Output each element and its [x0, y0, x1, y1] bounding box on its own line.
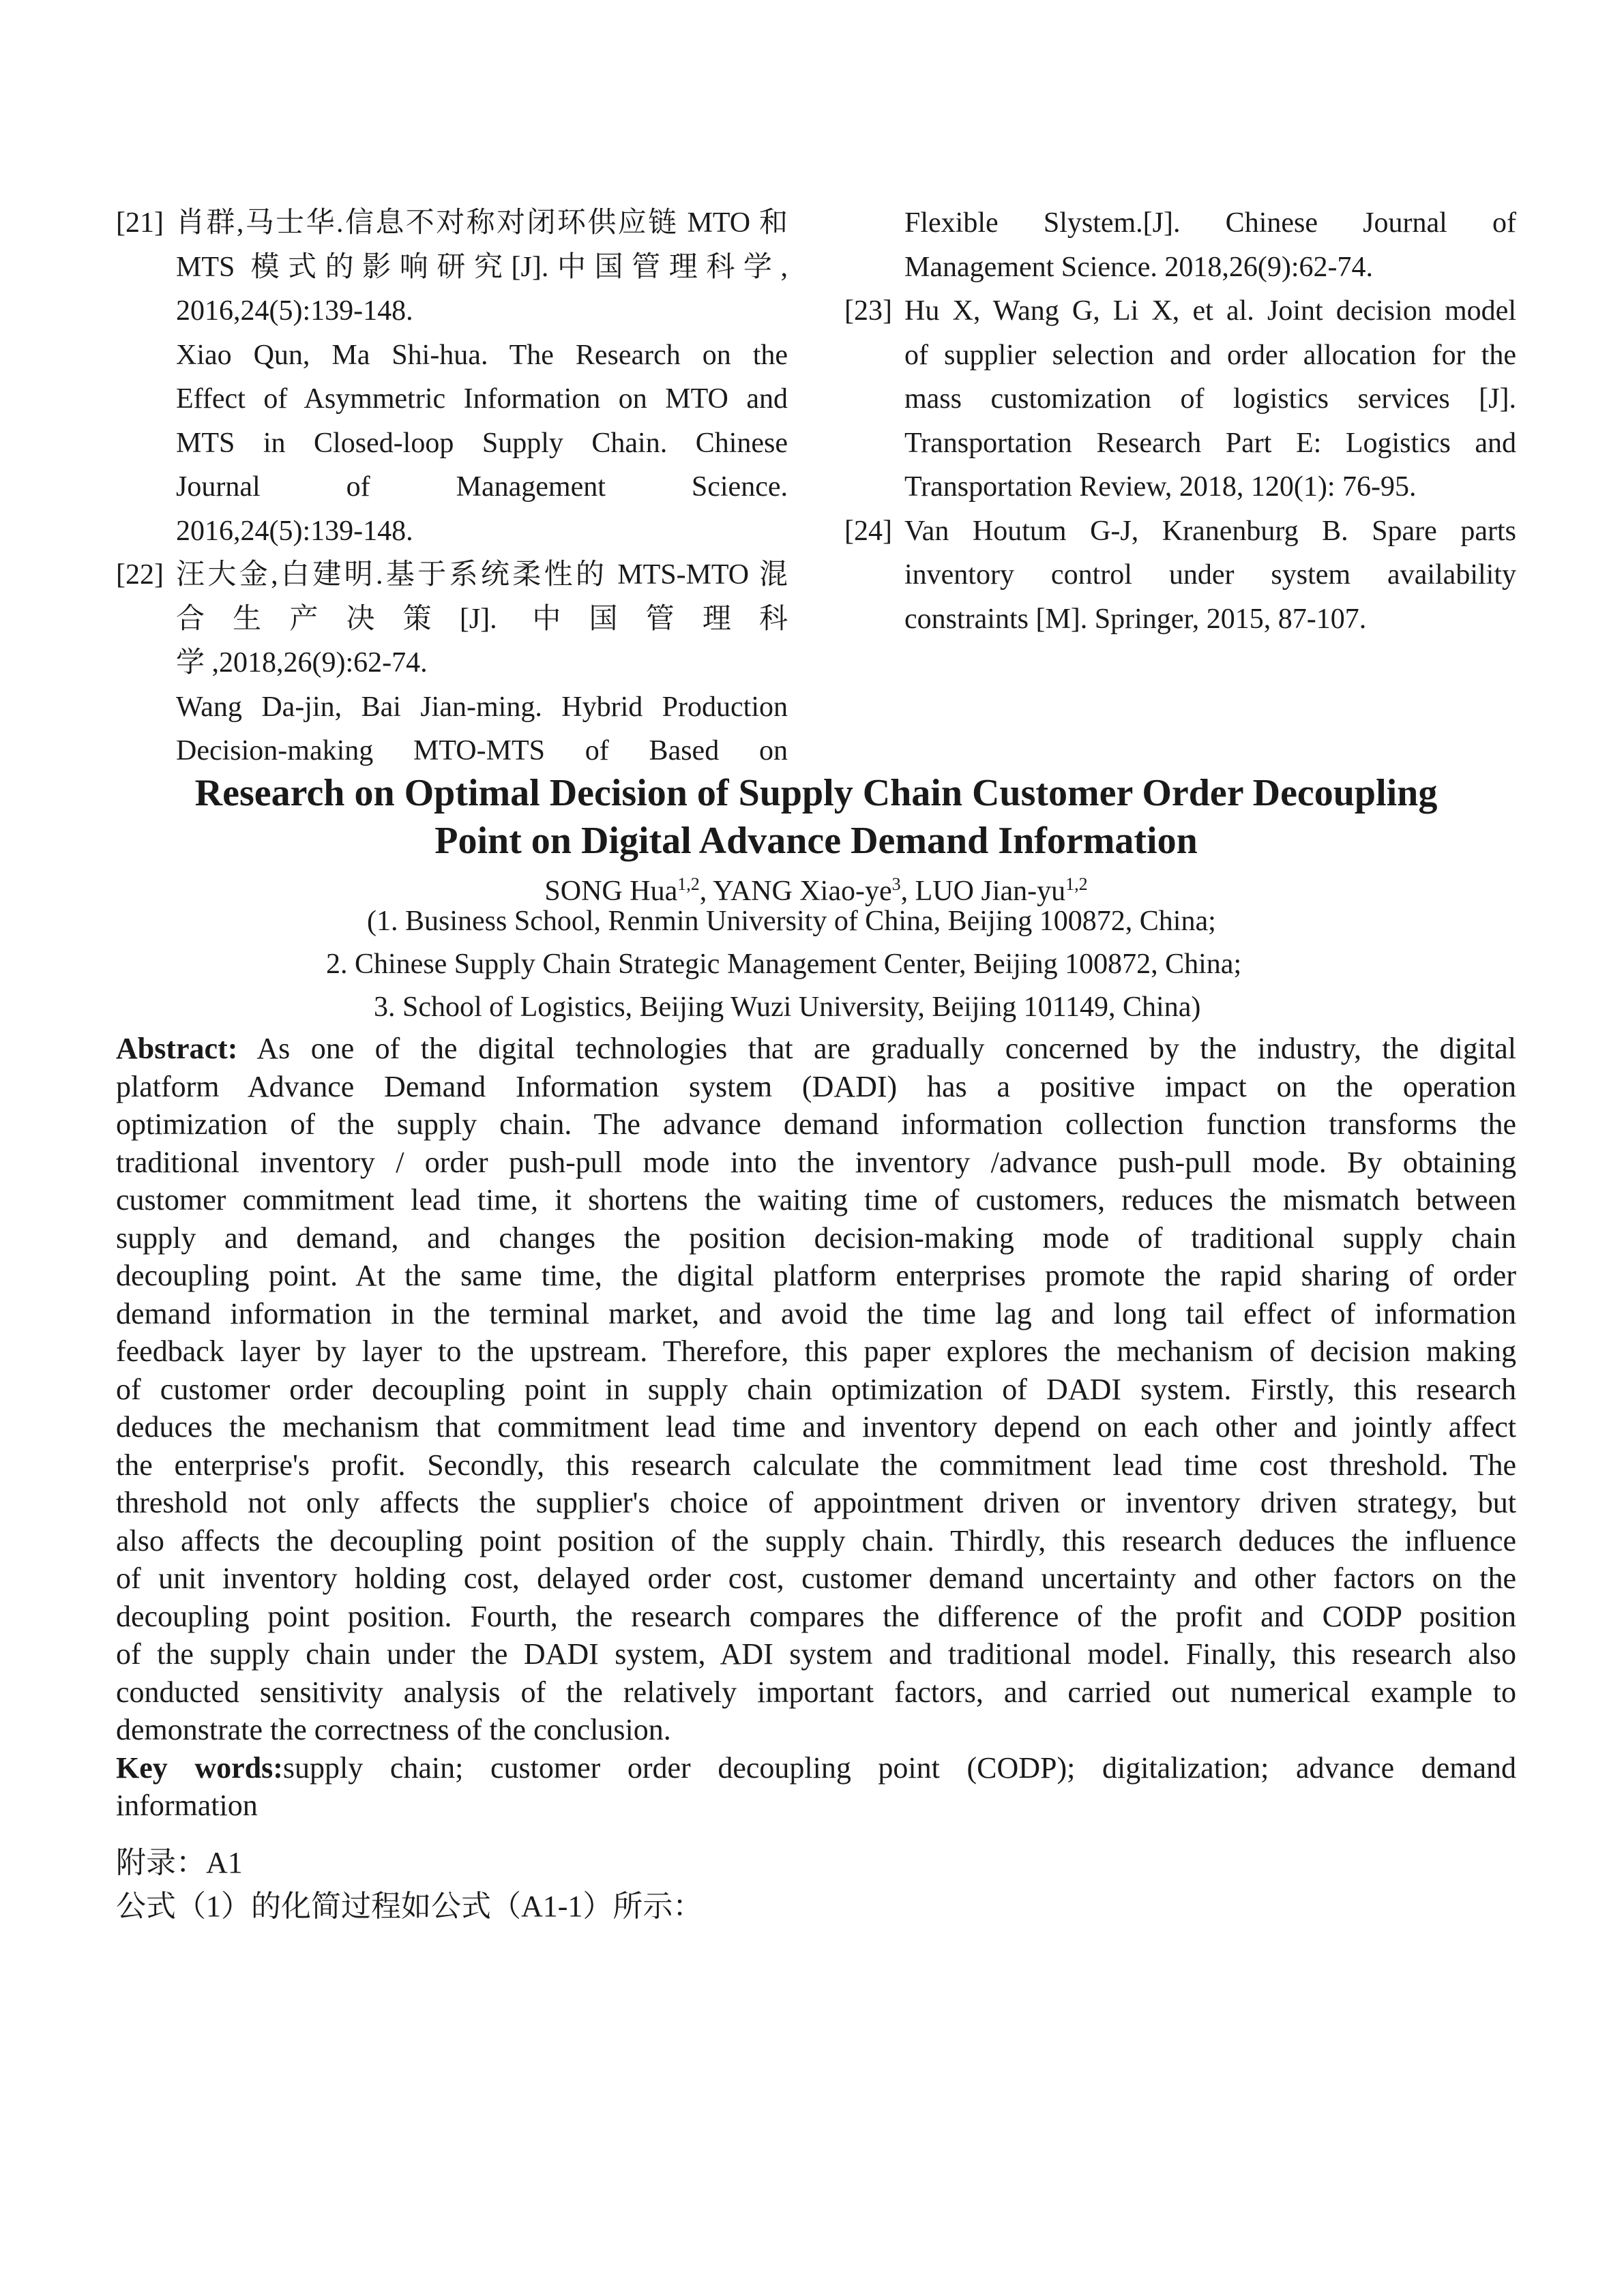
affiliation-line: 3. School of Logistics, Beijing Wuzi University, Beijing 101149, China)	[374, 992, 1201, 1023]
abstract-line: demand information in the terminal market, and avoid the time lag and long tail effect of information	[116, 1296, 1516, 1330]
reference-line: inventory control under system availability	[904, 559, 1516, 591]
reference-21	[116, 201, 788, 553]
abstract	[116, 1030, 1516, 1825]
reference-line: Decision-making MTO-MTS of Based on	[176, 735, 788, 766]
reference-line: Flexible Slystem.[J]. Chinese Journal of	[904, 207, 1516, 239]
reference-line: Journal of Management Science.	[176, 471, 788, 503]
title-line: Research on Optimal Decision of Supply Chain Customer Order Decoupling	[194, 772, 1438, 814]
reference-line: 合生产决策[J]. 中国管理科	[176, 603, 788, 635]
abstract-line: customer commitment lead time, it shortens the waiting time of customers, reduces the mismatch between	[116, 1183, 1516, 1217]
abstract-line: conducted sensitivity analysis of the relatively important factors, and carried out numerical example to	[116, 1675, 1516, 1709]
reference-line: constraints [M]. Springer, 2015, 87-107.	[904, 603, 1367, 635]
keywords-label: Key words:	[116, 1750, 283, 1785]
reference-line: MTS 模式的影响研究[J].中国管理科学,	[176, 251, 788, 283]
abstract-line: decoupling point position. Fourth, the research compares the difference of the profit and CODP position	[116, 1599, 1516, 1633]
references-right-column	[844, 201, 1516, 641]
reference-number: [21]	[116, 207, 164, 239]
abstract-line: also affects the decoupling point position of the supply chain. Thirdly, this research deduces the influence	[116, 1523, 1516, 1557]
reference-line: of supplier selection and order allocation for the	[904, 339, 1516, 371]
keywords-text: supply chain; customer order decoupling point (CODP); digitalization; advance demand	[282, 1750, 1516, 1785]
keywords-line	[116, 1749, 1516, 1787]
abstract-line: of unit inventory holding cost, delayed order cost, customer demand uncertainty and other factors on the	[116, 1562, 1516, 1595]
abstract-line	[116, 1030, 1516, 1068]
reference-line: mass customization of logistics services [J].	[904, 383, 1516, 415]
abstract-line: decoupling point. At the same time, the digital platform enterprises promote the rapid sharing of order	[116, 1259, 1516, 1292]
reference-24	[844, 509, 1516, 642]
reference-line: 肖群,马士华.信息不对称对闭环供应链 MTO 和	[176, 207, 788, 239]
abstract-line: traditional inventory / order push-pull mode into the inventory /advance push-pull mode. By obtaining	[116, 1145, 1516, 1179]
author-name: , YANG Xiao-ye	[699, 876, 892, 907]
affiliation-line: 2. Chinese Supply Chain Strategic Management Center, Beijing 100872, China;	[326, 949, 1242, 980]
reference-22	[116, 553, 788, 773]
abstract-line: optimization of the supply chain. The advance demand information collection function transforms the	[116, 1107, 1516, 1141]
paper-title	[116, 769, 1516, 865]
reference-line: Transportation Research Part E: Logistics and	[904, 427, 1516, 459]
abstract-label: Abstract:	[116, 1032, 238, 1065]
abstract-line: platform Advance Demand Information system (DADI) has a positive impact on the operation	[116, 1069, 1516, 1103]
reference-line: Effect of Asymmetric Information on MTO and	[176, 383, 788, 415]
author-name: SONG Hua	[544, 876, 678, 907]
abstract-line: the enterprise's profit. Secondly, this research calculate the commitment lead time cost threshold. The	[116, 1448, 1516, 1482]
abstract-line: deduces the mechanism that commitment lead time and inventory depend on each other and jointly affect	[116, 1410, 1516, 1444]
abstract-line: supply and demand, and changes the position decision-making mode of traditional supply chain	[116, 1221, 1516, 1255]
reference-line: 2016,24(5):139-148.	[176, 295, 413, 327]
abstract-line: of the supply chain under the DADI system, ADI system and traditional model. Finally, this research also	[116, 1637, 1516, 1671]
reference-line: Transportation Review, 2018, 120(1): 76-95.	[904, 471, 1417, 503]
reference-line: 汪大金,白建明.基于系统柔性的 MTS-MTO 混	[176, 559, 788, 591]
abstract-line: demonstrate the correctness of the conclusion.	[116, 1713, 671, 1746]
reference-line: Wang Da-jin, Bai Jian-ming. Hybrid Production	[176, 691, 788, 723]
reference-number: [24]	[844, 515, 892, 547]
appendix-text: 公式（1）的化简过程如公式（A1-1）所示：	[116, 1890, 703, 1923]
reference-line: Xiao Qun, Ma Shi-hua. The Research on the	[176, 339, 788, 371]
author-affiliation-marker: 1,2	[677, 874, 700, 894]
reference-line: Management Science. 2018,26(9):62-74.	[904, 251, 1373, 283]
reference-22-continued	[844, 201, 1516, 289]
reference-line: MTS in Closed-loop Supply Chain. Chinese	[176, 427, 788, 459]
appendix-heading: 附录：A1	[116, 1846, 243, 1879]
reference-number: [23]	[844, 295, 892, 327]
reference-line: 学 ,2018,26(9):62-74.	[176, 647, 428, 679]
author-name: , LUO Jian-yu	[900, 876, 1066, 907]
reference-line: Van Houtum G-J, Kranenburg B. Spare parts	[904, 515, 1516, 547]
abstract-line: threshold not only affects the supplier's choice of appointment driven or inventory driven strategy, but	[116, 1486, 1516, 1519]
reference-number: [22]	[116, 559, 164, 591]
abstract-text: As one of the digital technologies that are gradually concerned by the industry, the digital	[237, 1032, 1516, 1065]
title-line: Point on Digital Advance Demand Information	[434, 820, 1198, 862]
abstract-line: of customer order decoupling point in supply chain optimization of DADI system. Firstly, this research	[116, 1372, 1516, 1406]
abstract-line: feedback layer by layer to the upstream. Therefore, this paper explores the mechanism of decision making	[116, 1335, 1516, 1368]
keywords-line: information	[116, 1789, 258, 1822]
reference-line: Hu X, Wang G, Li X, et al. Joint decision model	[904, 295, 1516, 327]
author-affiliation-marker: 3	[891, 874, 901, 894]
affiliation-line: (1. Business School, Renmin University of China, Beijing 100872, China;	[367, 906, 1216, 937]
author-affiliation-marker: 1,2	[1065, 874, 1088, 894]
references-left-column	[116, 201, 788, 773]
reference-line: 2016,24(5):139-148.	[176, 515, 413, 547]
reference-23	[844, 289, 1516, 509]
